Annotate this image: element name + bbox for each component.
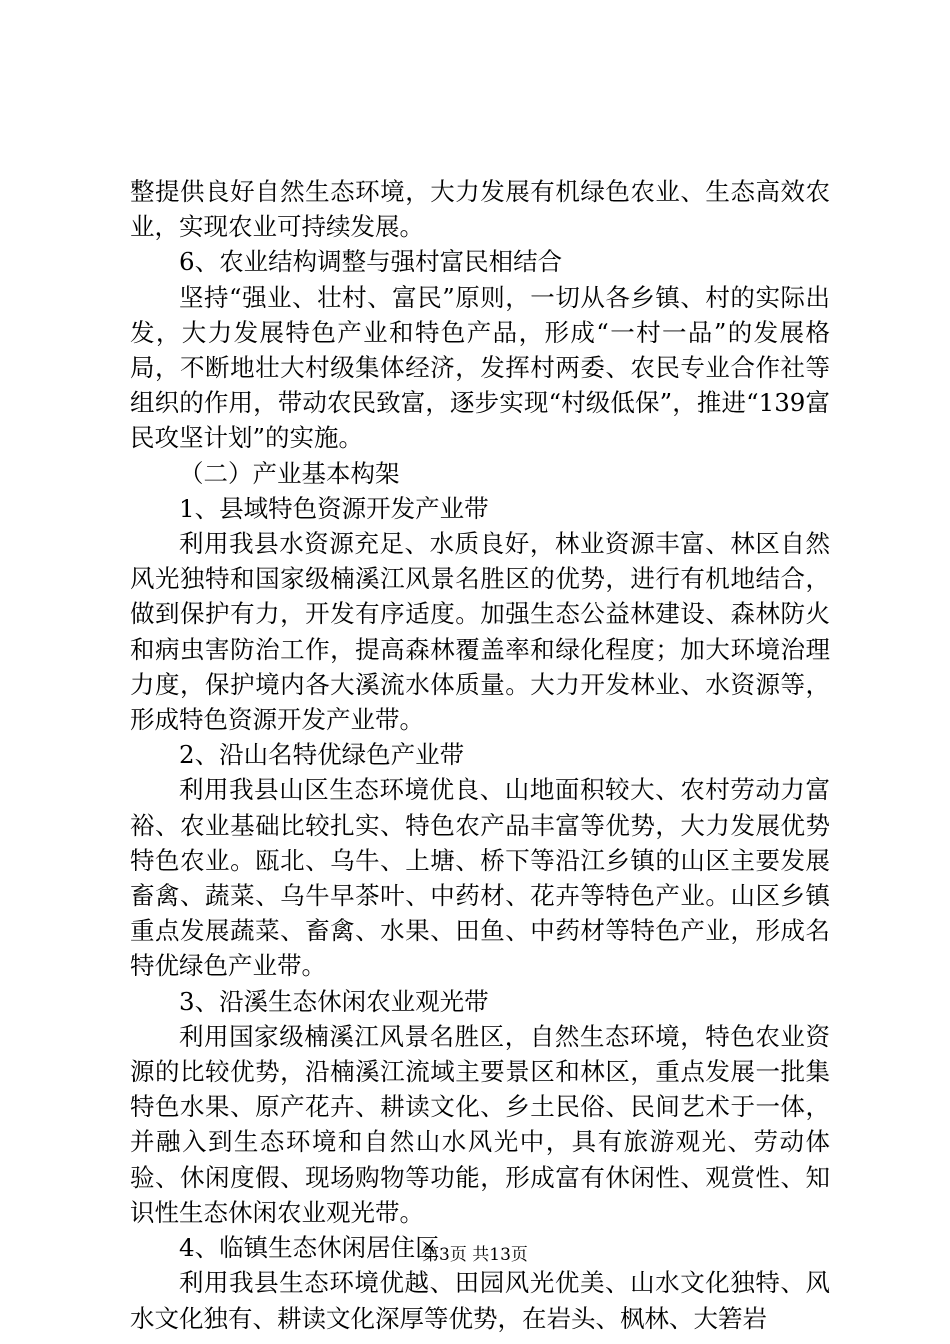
document-body xyxy=(130,174,830,1336)
paragraph-body: 利用国家级楠溪江风景名胜区，自然生态环境，特色农业资源的比较优势，沿楠溪江流域主要景区和林区，重点发展一批集特色水果、原产花卉、耕读文化、乡土民俗、民间艺术于一体，并融入到生态环境和自然山水风光中，具有旅游观光、劳动体验、休闲度假、现场购物等功能，形成富有休闲性、观赏性、知识性生态休闲农业观光带。 xyxy=(130,1021,830,1227)
paragraph-body: 坚持“强业、壮村、富民”原则，一切从各乡镇、村的实际出发，大力发展特色产业和特色产品，形成“一村一品”的发展格局，不断地壮大村级集体经济，发挥村两委、农民专业合作社等组织的作用，带动农民致富，逐步实现“村级低保”，推进“139富民攻坚计划”的实施。 xyxy=(130,282,830,453)
section-heading-3: 3、沿溪生态休闲农业观光带 xyxy=(179,986,489,1016)
paragraph-body: 利用我县山区生态环境优良、山地面积较大、农村劳动力富裕、农业基础比较扎实、特色农产品丰富等优势，大力发展优势特色农业。瓯北、乌牛、上塘、桥下等沿江乡镇的山区主要发展畜禽、蔬菜、乌牛早茶叶、中药材、花卉等特色产业。山区乡镇重点发展蔬菜、畜禽、水果、田鱼、中药材等特色产业，形成名特优绿色产业带。 xyxy=(130,775,830,981)
section-heading-4: 4、临镇生态休闲居住区 xyxy=(179,1233,440,1263)
paragraph-body: 利用我县生态环境优越、田园风光优美、山水文化独特、风水文化独有、耕读文化深厚等优势，在岩头、枫林、大箬岩 xyxy=(130,1268,830,1333)
paragraph-body: 利用我县水资源充足、水质良好，林业资源丰富、林区自然风光独特和国家级楠溪江风景名胜区的优势，进行有机地结合，做到保护有力，开发有序适度。加强生态公益林建设、森林防火和病虫害防治工作，提高森林覆盖率和绿化程度；加大环境治理力度，保护境内各大溪流水体质量。大力开发林业、水资源等，形成特色资源开发产业带。 xyxy=(130,529,830,735)
section-heading-2: 2、沿山名特优绿色产业带 xyxy=(179,740,465,770)
section-heading-6: 6、农业结构调整与强村富民相结合 xyxy=(179,247,563,277)
page-footer: 第3页 共13页 xyxy=(422,1245,528,1265)
section-heading-part-2: （二）产业基本构架 xyxy=(179,458,400,488)
paragraph-continuation: 整提供良好自然生态环境，大力发展有机绿色农业、生态高效农业，实现农业可持续发展。 xyxy=(130,177,830,242)
section-heading-1: 1、县域特色资源开发产业带 xyxy=(179,493,489,523)
